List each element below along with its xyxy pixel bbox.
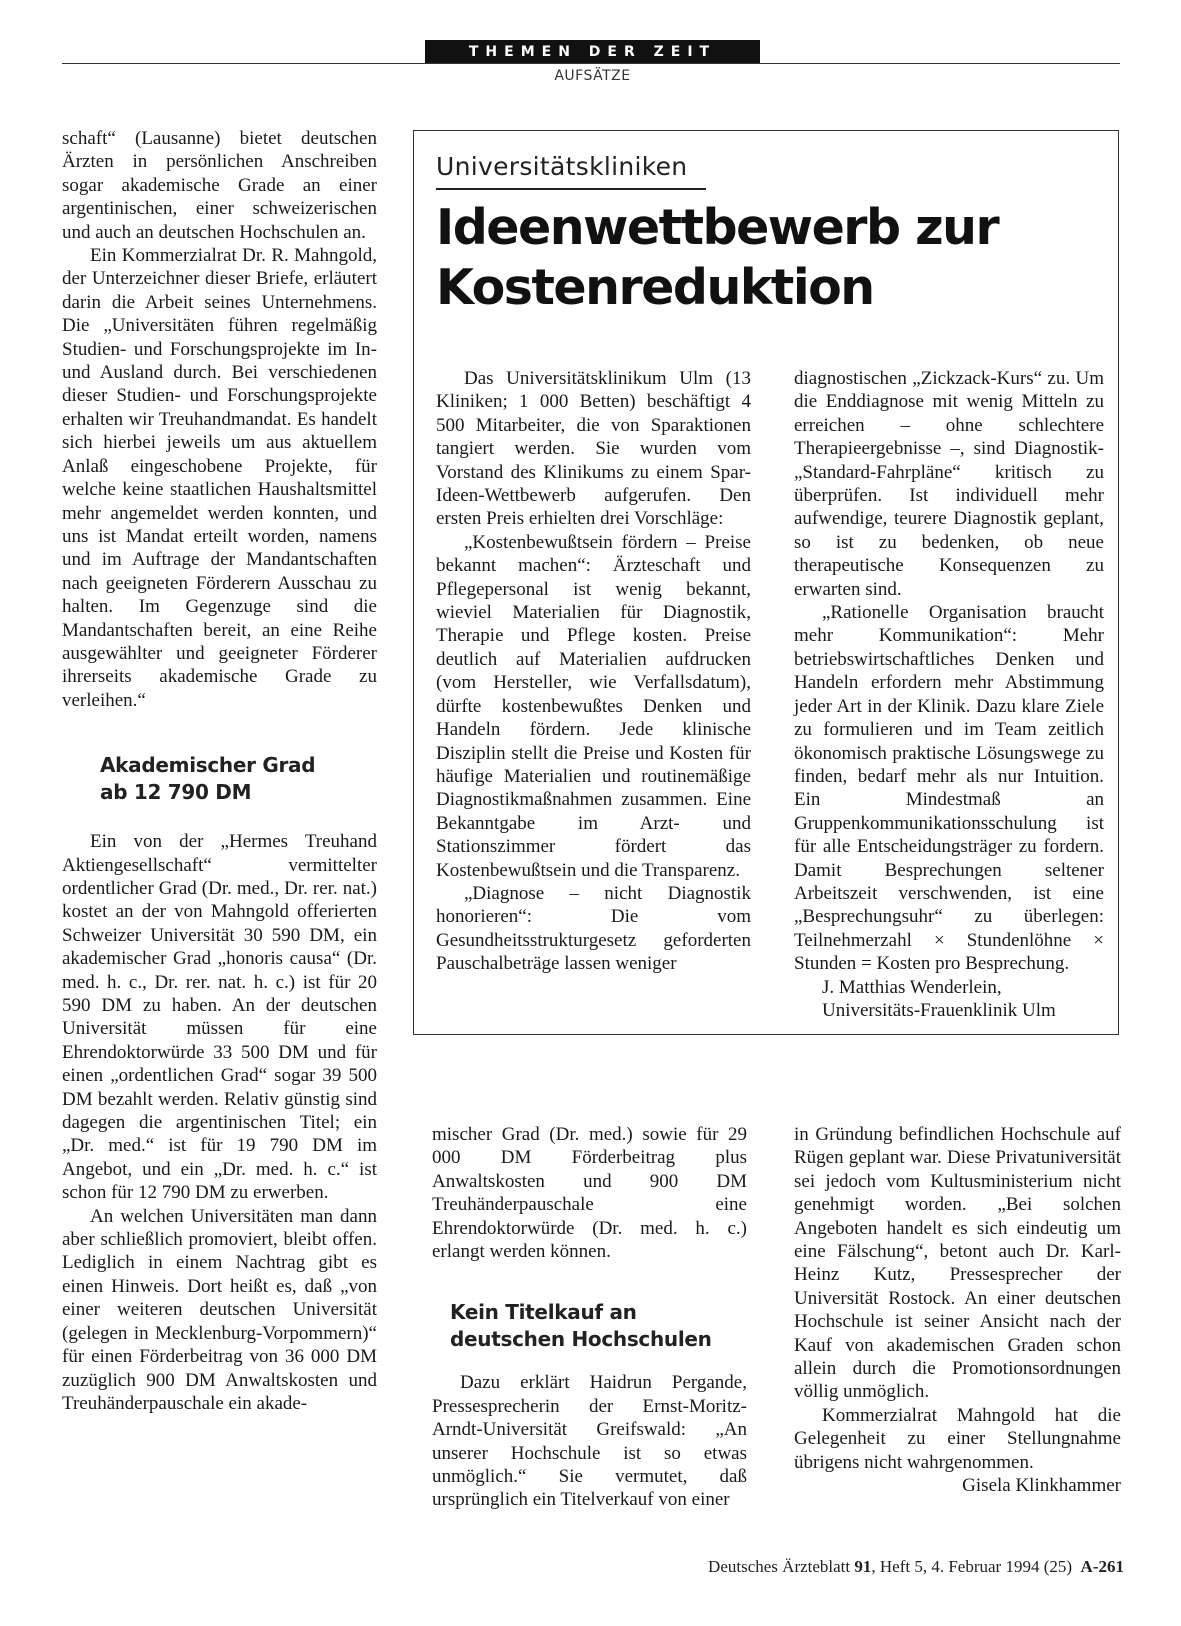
left-paragraph-1: schaft“ (Lausanne) bietet deutschen Ärzten in persönlichen Anschreiben sogar akademische Grade an einer argentinischen, einer schweizerischen und auch an deutschen Hochschulen an.: [62, 128, 377, 243]
mid-paragraph-1: mischer Grad (Dr. med.) sowie für 29 000 DM Förderbeitrag plus Anwaltskosten und 900 DM Treuhänderpauschale eine Ehrendoktorwürde (Dr. med. h. c.) erlangt werden können.: [432, 1124, 747, 1263]
article-kicker: Universitätskliniken: [436, 152, 688, 181]
kicker-underline: [436, 188, 706, 190]
left-paragraph-3: Ein von der „Hermes Treuhand Aktiengesellschaft“ vermittelter ordentlicher Grad (Dr. med., Dr. rer. nat.) kostet an der von Mahngold offerierten Schweizer Universität 30 590 DM, ein akademischer Grad „honoris causa“ (Dr. med. h. c., Dr. rer. nat. h. c.) ist für 20 590 DM zu haben. An der deutschen Universität müssen für eine Ehrendoktorwürde 33 500 DM und für einen „ordentlichen Grad“ sogar 39 500 DM bezahlt werden. Relativ günstig sind dagegen die argentinischen Titel; ein „Dr. med.“ ist für 19 790 DM im Angebot, und ein „Dr. med. h. c.“ ist schon für 12 790 DM zu erwerben.: [62, 831, 377, 1204]
right-bottom-column: [794, 1123, 1121, 1498]
footer-volume: 91: [854, 1557, 872, 1576]
box-paragraph-3: „Diagnose – nicht Diagnostik honorieren“: Die vom Gesundheitsstrukturgesetz geforderten Pauschalbeträge lassen weniger: [436, 882, 751, 975]
section-banner: THEMEN DER ZEIT: [425, 40, 760, 64]
footer-page-number: A-261: [1080, 1557, 1124, 1576]
header-rule: [62, 63, 1120, 64]
box-paragraph-2: „Kostenbewußtsein fördern – Preise bekannt machen“: Ärzteschaft und Pflegepersonal ist wenig bekannt, wieviel Materialien für Diagnostik, Therapie und Pflege kosten. Preise deutlich auf Materialien aufdrucken (vom Hersteller, wie Verfallsdatum), dürfte kostenbewußtes Denken und Handeln fördern. Jede klinische Disziplin stellt die Preise und Kosten für häufige Materialien und routinemäßige Diagnostikmaßnahmen zusammen. Eine Bekanntgabe im Arzt- und Stationszimmer fördert das Kostenbewußtsein und die Transparenz.: [436, 531, 751, 881]
left-paragraph-4: An welchen Universitäten man dann aber schließlich promoviert, bleibt offen. Lediglich in einem Nachtrag gibt es einen Hinweis. Dort heißt es, daß „von einer weiteren deutschen Universität (gelegen in Mecklenburg-Vorpommern)“ für einen Förderbeitrag von 36 000 DM zuzüglich 900 DM Anwaltskosten und Treuhänderpauschale ein akade-: [62, 1205, 377, 1414]
right-paragraph-2: Kommerzialrat Mahngold hat die Gelegenheit zu einer Stellungnahme übrigens nicht wahrgenommen.: [794, 1404, 1121, 1473]
box-paragraph-4: diagnostischen „Zickzack-Kurs“ zu. Um die Enddiagnose mit wenig Mitteln zu erreichen – ohne schlechtere Therapieergebnisse –, sind Diagnostik-„Standard-Fahrpläne“ kritisch zu überprüfen. Ist individuell mehr aufwendige, teurere Diagnostik geplant, so ist zu bedenken, ob neue therapeutische Konsequenzen zu erwarten sind.: [794, 368, 1104, 600]
footer-journal: Deutsches Ärzteblatt: [708, 1557, 851, 1576]
page-footer: [610, 1557, 1124, 1577]
subhead-akademischer-grad: [62, 752, 377, 806]
left-column: [62, 127, 377, 1415]
headline-line-1: Ideenwettbewerb zur: [436, 199, 999, 256]
article-author: Gisela Klinkhammer: [962, 1475, 1121, 1497]
left-paragraph-2: Ein Kommerzialrat Dr. R. Mahngold, der Unterzeichner dieser Briefe, erläutert darin die Arbeit seines Unternehmens. Die „Universitäten führen regelmäßig Studien- und Forschungsprojekte im In- und Ausland durch. Bei verschiedenen dieser Studien- und Forschungsprojekte erhalten wir Treuhandmandat. Es handelt sich hierbei jeweils um aus aktuellem Anlaß eingeschobene Projekte, für welche keine staatlichen Haushaltsmittel mehr angemeldet werden konnten, und uns ist Mandat erteilt worden, namens und im Auftrage der Mandantschaften nach geeigneten Förderern Ausschau zu halten. Im Gegenzuge sind die Mandantschaften bereit, an eine Reihe ausgewählter und geeigneter Förderer ihrerseits akademische Grade zu verleihen.“: [62, 245, 377, 711]
subhead-line-2: deutschen Hochschulen: [450, 1327, 712, 1352]
headline-line-2: Kostenreduktion: [436, 259, 874, 316]
mid-paragraph-2: Dazu erklärt Haidrun Pergande, Pressesprecherin der Ernst-Moritz-Arndt-Universität Greifswald: „An unserer Hochschule ist so etwas unmöglich.“ Sie vermutet, daß ursprünglich ein Titelverkauf von einer: [432, 1372, 747, 1511]
box-column-1: [436, 367, 751, 976]
subhead-line-2: ab 12 790 DM: [100, 780, 252, 805]
subhead-line-1: Akademischer Grad: [100, 753, 316, 778]
article-headline: [436, 198, 1106, 318]
section-subtitle: AUFSÄTZE: [554, 68, 631, 84]
signature-name: J. Matthias Wenderlein,: [822, 976, 1002, 998]
box-paragraph-5: „Rationelle Organisation braucht mehr Kommunikation“: Mehr betriebswirtschaftliches Denken und Handeln erfordern mehr Abstimmung jeder Art in der Klinik. Dazu klare Ziele zu formulieren und im Team zeitlich ökonomisch praktische Lösungswege zu finden, bedarf mehr als nur Intuition. Ein Mindestmaß an Gruppenkommunikationsschulung ist für alle Entscheidungsträger zu fordern. Damit Besprechungen seltener Arbeitszeit verschwenden, ist eine „Besprechungsuhr“ zu überlegen: Teilnehmerzahl × Stundenlöhne × Stunden = Kosten pro Besprechung.: [794, 602, 1104, 975]
subhead-kein-titelkauf: [432, 1299, 747, 1353]
subhead-line-1: Kein Titelkauf an: [450, 1300, 637, 1325]
middle-bottom-column: [432, 1123, 747, 1512]
box-column-2: [794, 367, 1104, 1022]
box-paragraph-1: Das Universitätsklinikum Ulm (13 Kliniken; 1 000 Betten) beschäftigt 4 500 Mitarbeiter, die von Sparaktionen tangiert werden. Sie wurden vom Vorstand des Klinikums zu einem Spar-Ideen-Wettbewerb aufgerufen. Den ersten Preis erhielten drei Vorschläge:: [436, 368, 751, 530]
signature-affiliation: Universitäts-Frauenklinik Ulm: [822, 999, 1056, 1021]
footer-issue-date: , Heft 5, 4. Februar 1994 (25): [871, 1557, 1073, 1576]
right-paragraph-1: in Gründung befindlichen Hochschule auf Rügen geplant war. Diese Privatuniversität sei jedoch vom Kultusministerium nicht genehmigt worden. „Bei solchen Angeboten handelt es sich eindeutig um eine Fälschung“, betont auch Dr. Karl-Heinz Kutz, Pressesprecher der Universität Rostock. An einer deutschen Hochschule ist seiner Ansicht nach der Kauf von akademischen Graden schon allein durch die Promotionsordnungen völlig unmöglich.: [794, 1124, 1121, 1403]
